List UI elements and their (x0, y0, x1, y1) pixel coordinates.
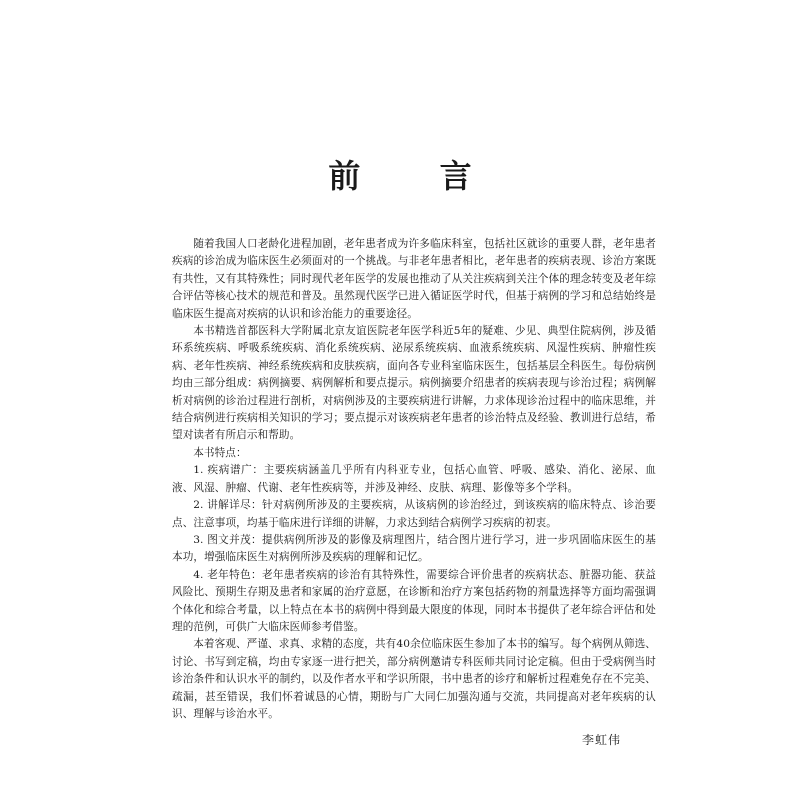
author-signature: 李虹伟 (582, 733, 622, 747)
paragraph-feature-1: 1. 疾病谱广：主要疾病涵盖几乎所有内科亚专业，包括心血管、呼吸、感染、消化、泌尿、血液、风湿、肿瘤、代谢、老年性疾病等，并涉及神经、皮肤、病理、影像等多个学科。 (172, 464, 656, 494)
preface-body (172, 236, 656, 723)
page-title: 前 言 (328, 157, 506, 196)
paragraph-feature-2: 2. 讲解详尽：针对病例所涉及的主要疾病，从该病例的诊治经过，到该疾病的临床特点、诊治要点、注意事项，均基于临床进行详细的讲解，力求达到结合病例学习疾病的初衷。 (172, 499, 656, 529)
paragraph-book-scope: 本书精选首都医科大学附属北京友谊医院老年医学科近5年的疑难、少见、典型住院病例，涉及循环系统疾病、呼吸系统疾病、消化系统疾病、泌尿系统疾病、血液系统疾病、风湿性疾病、肿瘤性疾病、老年性疾病、神经系统疾病和皮肤疾病，面向各专业科室临床医生，包括基层全科医生。每份病例均由三部分组成：病例摘要、病例解析和要点提示。病例摘要介绍患者的疾病表现与诊治过程；病例解析对病例的诊治过程进行剖析，对病例涉及的主要疾病进行讲解，力求体现诊治过程中的临床思维，并结合病例进行疾病相关知识的学习；要点提示对该疾病老年患者的诊治特点及经验、教训进行总结，希望对读者有所启示和帮助。 (172, 325, 656, 442)
paragraph-intro: 随着我国人口老龄化进程加剧，老年患者成为许多临床科室，包括社区就诊的重要人群，老年患者疾病的诊治成为临床医生必须面对的一个挑战。与非老年患者相比，老年患者的疾病表现、诊治方案既有共性，又有其特殊性；同时现代老年医学的发展也推动了从关注疾病到关注个体的理念转变及老年综合评估等核心技术的规范和普及。虽然现代医学已进入循证医学时代，但基于病例的学习和总结始终是临床医生提高对疾病的认识和诊治能力的重要途径。 (172, 238, 656, 320)
paragraph-feature-4: 4. 老年特色：老年患者疾病的诊治有其特殊性，需要综合评价患者的疾病状态、脏器功能、获益风险比、预期生存期及患者和家属的治疗意愿，在诊断和治疗方案包括药物的剂量选择等方面均需强调个体化和综合考量，以上特点在本书的病例中得到最大限度的体现，同时本书提供了老年综合评估和处理的范例，可供广大临床医师参考借鉴。 (172, 568, 656, 633)
paragraph-feature-3: 3. 图文并茂：提供病例所涉及的影像及病理图片，结合图片进行学习，进一步巩固临床医生的基本功，增强临床医生对病例所涉及疾病的理解和记忆。 (172, 533, 656, 564)
paragraph-closing: 本着客观、严谨、求真、求精的态度，共有40余位临床医生参加了本书的编写。每个病例从筛选、讨论、书写到定稿，均由专家逐一进行把关，部分病例邀请专科医师共同讨论定稿。但由于受病例当时诊治条件和认识水平的制约，以及作者水平和学识所限，书中患者的诊疗和解析过程难免存在不完美、疏漏，甚至错误，我们怀着诚恳的心情，期盼与广大同仁加强沟通与交流，共同提高对老年疾病的认识、理解与诊治水平。 (172, 638, 657, 720)
paragraph-features-heading: 本书特点： (193, 446, 247, 459)
